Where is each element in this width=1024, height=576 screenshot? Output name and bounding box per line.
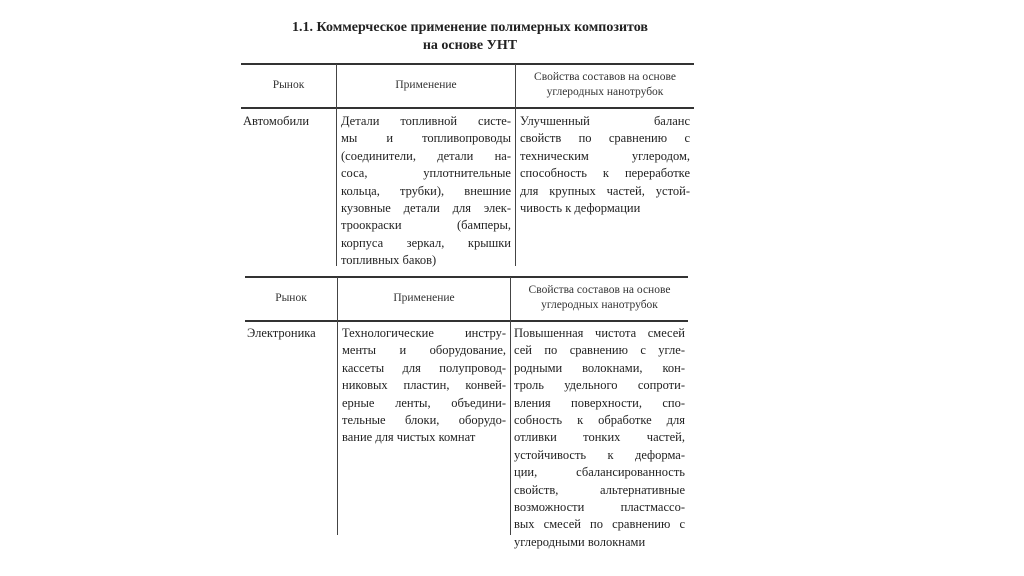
table2-application-cell bbox=[342, 325, 506, 447]
table2-col-divider-2 bbox=[510, 277, 511, 535]
table1-header-rule bbox=[241, 107, 694, 109]
cell-line: Улучшенный баланс bbox=[520, 114, 690, 128]
table2-header-market: Рынок bbox=[275, 292, 307, 304]
table1-header-application: Применение bbox=[395, 79, 457, 91]
cell-line: вых смесей по сравнению с bbox=[514, 517, 685, 532]
table1-col-divider-1 bbox=[336, 64, 337, 266]
cell-line: Повышенная чистота смесей bbox=[514, 326, 685, 340]
table2-header-properties bbox=[511, 283, 688, 313]
cell-line: троокраски (бамперы, bbox=[341, 218, 511, 233]
cell-line: устойчивость к деформа- bbox=[514, 447, 685, 462]
cell-line: свойств по сравнению с bbox=[520, 131, 690, 146]
cell-line: тельные блоки, оборудо- bbox=[342, 413, 506, 428]
cell-line: мы и топливопроводы bbox=[341, 131, 511, 146]
cell-line: углеродными волокнами bbox=[514, 534, 646, 549]
table2-header-rule bbox=[245, 320, 688, 322]
cell-line: (соединители, детали на- bbox=[341, 148, 511, 163]
table2-properties-cell bbox=[514, 325, 685, 551]
title-line-1: 1.1. Коммерческое применение полимерных композитов bbox=[292, 20, 648, 35]
cell-line: ерные ленты, объедини- bbox=[342, 395, 506, 410]
table1-top-rule bbox=[241, 63, 694, 65]
cell-line: родными волокнами, кон- bbox=[514, 360, 685, 375]
cell-line: отливки тонких частей, bbox=[514, 430, 685, 445]
cell-line: сей по сравнению с угле- bbox=[514, 343, 685, 358]
cell-line: ции, сбалансированность bbox=[514, 465, 685, 480]
cell-line: соса, уплотнительные bbox=[341, 166, 511, 181]
table1-header-properties-line2: углеродных нанотрубок bbox=[546, 86, 664, 98]
title-line-2: на основе УНТ bbox=[422, 38, 518, 53]
cell-line: Детали топливной систе- bbox=[341, 114, 511, 128]
table2-header-properties-line2: углеродных нанотрубок bbox=[541, 299, 658, 311]
cell-line: вание для чистых комнат bbox=[342, 430, 476, 445]
table2-market-cell: Электроника bbox=[247, 326, 316, 340]
cell-line: менты и оборудование, bbox=[342, 343, 506, 358]
table1-header-properties bbox=[516, 70, 694, 100]
cell-line: никовых пластин, конвей- bbox=[342, 378, 506, 393]
cell-line: троль удельного сопроти- bbox=[514, 378, 685, 393]
cell-line: кассеты для полупровод- bbox=[342, 360, 506, 375]
table2-header-properties-line1: Свойства составов на основе bbox=[528, 284, 671, 296]
cell-line: для крупных частей, устой- bbox=[520, 183, 690, 198]
cell-line: собность к обработке для bbox=[514, 413, 685, 428]
table2-header-application: Применение bbox=[393, 292, 455, 304]
cell-line: кольца, трубки), внешние bbox=[341, 183, 511, 198]
cell-line: чивость к деформации bbox=[520, 201, 641, 216]
cell-line: техническим углеродом, bbox=[520, 148, 690, 163]
cell-line: возможности пластмассо- bbox=[514, 500, 685, 515]
document-title bbox=[240, 19, 700, 55]
table1-header-market: Рынок bbox=[272, 79, 305, 91]
cell-line: вления поверхности, спо- bbox=[514, 395, 685, 410]
table2-col-divider-1 bbox=[337, 277, 338, 535]
cell-line: кузовные детали для элек- bbox=[341, 201, 511, 216]
table1-application-cell bbox=[341, 113, 511, 270]
table2-top-rule bbox=[245, 276, 688, 278]
cell-line: Технологические инстру- bbox=[342, 326, 506, 340]
table1-properties-cell bbox=[520, 113, 690, 217]
cell-line: топливных баков) bbox=[341, 253, 437, 268]
cell-line: корпуса зеркал, крышки bbox=[341, 235, 511, 250]
table1-market-cell: Автомобили bbox=[243, 114, 310, 128]
cell-line: способность к переработке bbox=[520, 166, 690, 181]
table1-header-properties-line1: Свойства составов на основе bbox=[534, 71, 676, 83]
cell-line: свойств, альтернативные bbox=[514, 482, 685, 497]
